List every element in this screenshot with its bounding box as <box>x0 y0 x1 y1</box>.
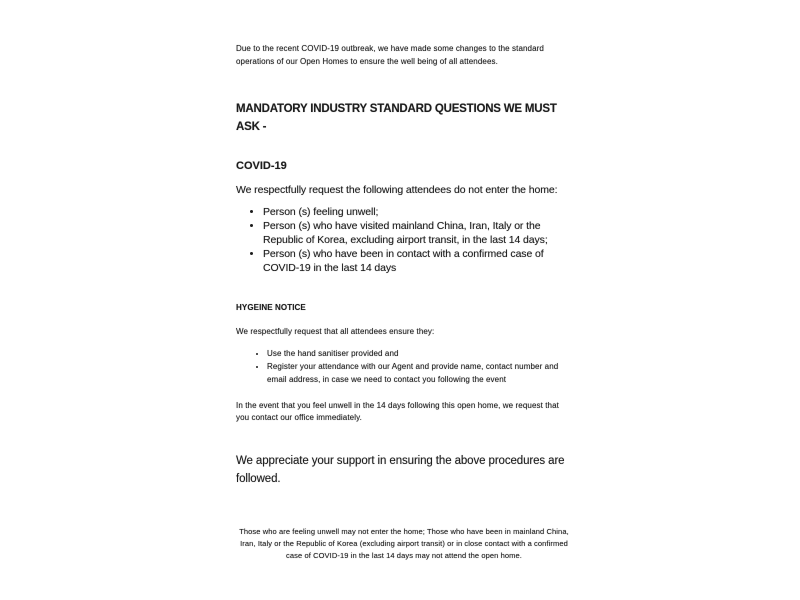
intro-paragraph: Due to the recent COVID-19 outbreak, we have made some changes to the standard operations of our Open Homes to ensure the well being of all attendees. <box>236 44 544 66</box>
closing-statement: We appreciate your support in ensuring the above procedures are followed. <box>236 454 565 485</box>
footer-summary: Those who are feeling unwell may not enter the home; Those who have been in mainland China, Iran, Italy or the Republic of Korea (excluding airport transit) or in close contact with a confirmed case of COVID-19 in the last 14 days may not attend the open home. <box>239 526 569 560</box>
list-item: • Person (s) feeling unwell; <box>263 205 572 219</box>
list-item: • Person (s) who have been in contact with a confirmed case of COVID-19 in the last 14 days <box>263 247 572 275</box>
list-item: • Person (s) who have visited mainland China, Iran, Italy or the Republic of Korea, excluding airport transit, in the last 14 days; <box>263 219 572 247</box>
list-item: • Register your attendance with our Agent and provide name, contact number and email address, in case we need to contact you following the event <box>267 360 572 386</box>
covid-19-heading: COVID-19 <box>236 160 287 172</box>
covid-request-paragraph: We respectfully request the following attendees do not enter the home: <box>236 184 558 196</box>
document-page <box>236 0 572 562</box>
list-item: • Use the hand sanitiser provided and <box>267 347 572 360</box>
hygiene-notice-heading: HYGEINE NOTICE <box>236 303 306 312</box>
mandatory-questions-heading: MANDATORY INDUSTRY STANDARD QUESTIONS WE MUST ASK - <box>236 103 557 133</box>
unwell-followup-paragraph: In the event that you feel unwell in the 14 days following this open home, we request that you contact our office immediately. <box>236 400 559 422</box>
hygiene-request-paragraph: We respectfully request that all attendees ensure they: <box>236 327 435 336</box>
covid-bullet-list <box>236 205 572 275</box>
hygiene-bullet-list <box>236 347 572 386</box>
